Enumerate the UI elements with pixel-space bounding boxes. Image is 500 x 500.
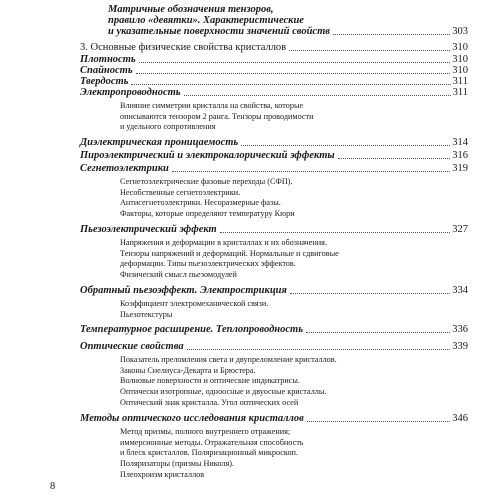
subtopic-line: Оптически изотропные, одноосные и двуосные кристаллы.: [120, 387, 327, 397]
toc-intro-line: Матричные обозначения тензоров,: [108, 4, 274, 15]
dot-leader: [139, 62, 451, 63]
dot-leader: [289, 50, 450, 51]
dot-leader: [131, 84, 450, 85]
subtopic-line: Метод призмы, полного внутреннего отражения;: [120, 427, 291, 436]
subtopic-line: и удельного сопротивления: [120, 122, 216, 132]
subtopic-line: Показатель преломления света и двупреломление кристаллов.: [120, 355, 337, 364]
toc-page-ref: 336: [452, 324, 468, 335]
dot-leader: [241, 145, 450, 146]
toc-section-entry: [80, 163, 468, 175]
toc-section-entry: [80, 285, 468, 297]
section-title: Диэлектрическая проницаемость: [80, 137, 239, 148]
toc-subtopics: [120, 238, 450, 281]
dot-leader: [136, 73, 451, 74]
subtopic-line: Законы Снелиуса-Декарта и Брюстера.: [120, 365, 256, 375]
toc-page-ref: 310: [452, 42, 468, 53]
section-title: Электропроводность: [80, 87, 181, 98]
toc-page-ref: 327: [452, 224, 468, 235]
toc-section-entry: [80, 87, 468, 99]
toc-section-entry: [80, 150, 468, 162]
subtopic-line: Поляризаторы (призмы Николя).: [120, 459, 234, 469]
section-title: Твердость: [80, 76, 129, 87]
toc-page-ref: 311: [452, 76, 468, 87]
toc-section-entry: [80, 137, 468, 149]
dot-leader: [306, 332, 450, 333]
toc-intro-last-line: [108, 26, 468, 38]
section-title: Плотность: [80, 54, 136, 65]
subtopic-line: Оптический знак кристалла. Угол оптических осей: [120, 397, 299, 407]
subtopic-line: Плеохроизм кристаллов: [120, 469, 205, 479]
toc-page-ref: 311: [452, 87, 468, 98]
dot-leader: [220, 232, 451, 233]
subtopic-line: Волновые поверхности и оптические индикатрисы.: [120, 376, 300, 386]
subtopic-line: деформации. Типы пьезоэлектрических эффектов.: [120, 259, 296, 269]
section-title: Пьезоэлектрический эффект: [80, 224, 217, 235]
subtopic-line: Тензоры напряжений и деформаций. Нормальные и сдвиговые: [120, 248, 339, 258]
subtopic-line: иммерсионные методы. Отражательная способность: [120, 437, 304, 447]
toc-page-ref: 310: [452, 65, 468, 76]
section-title: Сегнетоэлектрики: [80, 163, 169, 174]
toc-page-ref: 339: [452, 341, 468, 352]
section-title: Температурное расширение. Теплопроводность: [80, 324, 303, 335]
toc-page-ref: 316: [452, 150, 468, 161]
subtopic-line: Пьезотекстуры: [120, 309, 173, 319]
dot-leader: [187, 349, 451, 350]
dot-leader: [333, 34, 450, 35]
section-title: Оптические свойства: [80, 341, 184, 352]
toc-page-ref: 303: [452, 26, 468, 37]
toc-continued-entry: [108, 4, 468, 26]
dot-leader: [172, 171, 450, 172]
toc-page-ref: 310: [452, 54, 468, 65]
toc-subtopics: [120, 355, 450, 409]
toc-subtopics: [120, 427, 450, 481]
toc-intro-line: и указательные поверхности значений свойств: [108, 26, 330, 37]
subtopic-line: и блеск кристаллов. Поляризационный микроскоп.: [120, 448, 298, 458]
section-title: Обратный пьезоэффект. Электрострикция: [80, 285, 287, 296]
dot-leader: [338, 158, 451, 159]
toc-section-entry: [80, 324, 468, 336]
chapter-title: 3. Основные физические свойства кристаллов: [80, 42, 287, 53]
toc-section-entry: [80, 224, 468, 236]
toc-subtopics: [120, 177, 450, 220]
toc-page-ref: 319: [452, 163, 468, 174]
subtopic-line: Факторы, которые определяют температуру Кюри: [120, 209, 295, 219]
toc-intro-line: правило «девятки». Характеристические: [108, 15, 304, 26]
dot-leader: [184, 95, 451, 96]
subtopic-line: Напряжения и деформации в кристаллах и их обозначения.: [120, 238, 327, 247]
toc-subtopics: [120, 299, 450, 320]
subtopic-line: Несобственные сегнетоэлектрики.: [120, 187, 241, 197]
subtopic-line: Антисегнетоэлектрики. Несоразмерные фазы.: [120, 198, 281, 208]
toc-page-ref: 346: [452, 413, 468, 424]
subtopic-line: Влияние симметрии кристалла на свойства, которые: [120, 101, 304, 110]
subtopic-line: Сегнетоэлектрические фазовые переходы (СФП).: [120, 177, 293, 186]
section-title: Методы оптического исследования кристаллов: [80, 413, 304, 424]
section-title: Спайность: [80, 65, 133, 76]
toc-page-ref: 314: [452, 137, 468, 148]
toc-page-ref: 334: [452, 285, 468, 296]
dot-leader: [290, 293, 450, 294]
section-title: Пироэлектрический и электрокалорический эффекты: [80, 150, 335, 161]
subtopic-line: описываются тензором 2 ранга. Тензоры проводимости: [120, 111, 314, 121]
page-number: 8: [50, 481, 56, 492]
subtopic-line: Физический смысл пьезомодулей: [120, 270, 237, 280]
dot-leader: [307, 421, 450, 422]
toc-section-entry: [80, 341, 468, 353]
toc-subtopics: [120, 101, 450, 133]
toc-section-entry: [80, 413, 468, 425]
subtopic-line: Коэффициент электромеханической связи.: [120, 299, 269, 308]
toc-chapter-entry: [80, 42, 468, 54]
